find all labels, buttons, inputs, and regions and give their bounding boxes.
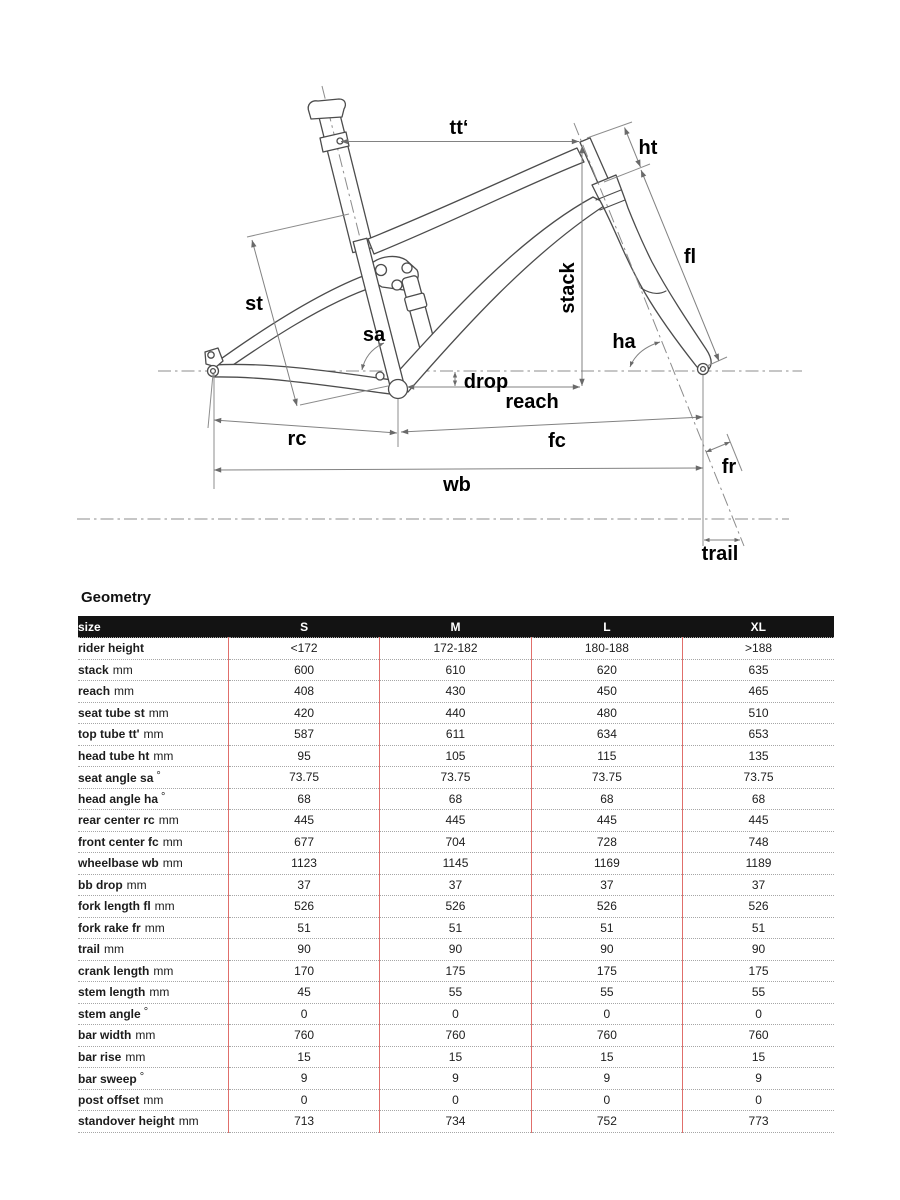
row-value: 773: [683, 1111, 834, 1133]
row-value: 0: [380, 1003, 531, 1025]
table-row: [78, 1089, 834, 1111]
table-row: [78, 745, 834, 767]
row-value: 734: [380, 1111, 531, 1133]
row-value: 0: [683, 1089, 834, 1111]
row-label: head tube ht mm: [78, 745, 228, 767]
row-label: post offset mm: [78, 1089, 228, 1111]
rear-dropout-bolt: [208, 352, 214, 358]
row-value: 445: [380, 810, 531, 832]
row-value: 704: [380, 831, 531, 853]
row-label: standover height mm: [78, 1111, 228, 1133]
row-value: 677: [228, 831, 379, 853]
table-row: [78, 1111, 834, 1133]
table-row: [78, 1025, 834, 1047]
row-value: 1189: [683, 853, 834, 875]
row-value: 0: [531, 1089, 682, 1111]
row-value: 51: [380, 917, 531, 939]
row-label: bar width mm: [78, 1025, 228, 1047]
row-value: 73.75: [380, 767, 531, 789]
row-value: 15: [380, 1046, 531, 1068]
table-row: [78, 788, 834, 810]
table-row: [78, 659, 834, 681]
col-header-m: M: [380, 616, 531, 638]
row-value: 15: [531, 1046, 682, 1068]
row-label: fork rake fr mm: [78, 917, 228, 939]
rear-axle-extension: [208, 374, 213, 428]
row-value: 465: [683, 681, 834, 703]
bottom-bracket: [389, 380, 408, 399]
row-value: 45: [228, 982, 379, 1004]
row-value: 51: [228, 917, 379, 939]
label-reach: reach: [505, 391, 559, 413]
row-value: 430: [380, 681, 531, 703]
table-row: [78, 1068, 834, 1090]
row-value: 90: [683, 939, 834, 961]
row-value: 748: [683, 831, 834, 853]
row-value: 620: [531, 659, 682, 681]
row-value: 752: [531, 1111, 682, 1133]
row-value: 445: [228, 810, 379, 832]
seatstay: [211, 273, 376, 376]
rocker-pivot: [376, 265, 387, 276]
label-front-center: fc: [548, 430, 566, 452]
row-value: 90: [228, 939, 379, 961]
geometry-section: [78, 589, 834, 1133]
row-label: bar sweep °: [78, 1068, 228, 1090]
row-label: stack mm: [78, 659, 228, 681]
bike-geometry-diagram: [0, 0, 900, 578]
row-value: 445: [683, 810, 834, 832]
label-seat-tube: st: [245, 293, 263, 315]
row-value: 55: [380, 982, 531, 1004]
row-value: 611: [380, 724, 531, 746]
row-value: 1169: [531, 853, 682, 875]
row-value: 170: [228, 960, 379, 982]
st-extension-top: [247, 214, 349, 237]
row-value: 480: [531, 702, 682, 724]
row-value: 1145: [380, 853, 531, 875]
dimension-labels: [245, 117, 738, 565]
row-label: top tube tt' mm: [78, 724, 228, 746]
chainstay-pivot: [376, 372, 384, 380]
header-row: [78, 616, 834, 638]
row-value: 68: [228, 788, 379, 810]
table-row: [78, 896, 834, 918]
row-value: 760: [683, 1025, 834, 1047]
row-value: 440: [380, 702, 531, 724]
table-row: [78, 681, 834, 703]
row-value: 600: [228, 659, 379, 681]
col-header-l: L: [531, 616, 682, 638]
row-value: 408: [228, 681, 379, 703]
geometry-table-body: [78, 638, 834, 1133]
row-value: 526: [380, 896, 531, 918]
col-header-size: size: [78, 616, 228, 638]
table-row: [78, 638, 834, 660]
row-value: 95: [228, 745, 379, 767]
row-label: bar rise mm: [78, 1046, 228, 1068]
table-row: [78, 724, 834, 746]
row-value: 68: [531, 788, 682, 810]
row-value: 526: [531, 896, 682, 918]
row-value: 9: [228, 1068, 379, 1090]
row-value: 180-188: [531, 638, 682, 660]
rocker-pivot: [392, 280, 402, 290]
label-top-tube: tt‘: [449, 117, 469, 139]
row-value: 175: [531, 960, 682, 982]
st-extension-bottom: [300, 386, 388, 405]
ht-extension-bottom: [604, 164, 650, 182]
table-row: [78, 853, 834, 875]
row-label: bb drop mm: [78, 874, 228, 896]
rear-axle-hole: [211, 369, 216, 374]
row-value: 450: [531, 681, 682, 703]
label-rear-center: rc: [287, 428, 307, 450]
row-value: 760: [380, 1025, 531, 1047]
table-row: [78, 767, 834, 789]
row-value: <172: [228, 638, 379, 660]
row-label: seat angle sa °: [78, 767, 228, 789]
row-value: 175: [683, 960, 834, 982]
row-label: fork length fl mm: [78, 896, 228, 918]
row-value: 635: [683, 659, 834, 681]
row-value: 68: [683, 788, 834, 810]
row-value: 37: [683, 874, 834, 896]
geometry-drawing-svg: [0, 0, 900, 578]
col-header-xl: XL: [683, 616, 834, 638]
row-value: 526: [683, 896, 834, 918]
chainstay: [213, 364, 392, 394]
rear-dropout-plate: [205, 348, 223, 367]
row-value: 0: [531, 1003, 682, 1025]
row-value: 760: [531, 1025, 682, 1047]
row-value: 713: [228, 1111, 379, 1133]
label-stack: stack: [557, 262, 579, 314]
section-title: Geometry: [81, 589, 152, 606]
row-value: 526: [228, 896, 379, 918]
row-value: 9: [380, 1068, 531, 1090]
reference-centerlines: [77, 371, 802, 519]
row-value: 510: [683, 702, 834, 724]
row-value: 51: [683, 917, 834, 939]
table-row: [78, 810, 834, 832]
row-value: 760: [228, 1025, 379, 1047]
row-label: seat tube st mm: [78, 702, 228, 724]
row-value: 0: [380, 1089, 531, 1111]
row-value: 37: [228, 874, 379, 896]
row-value: 51: [531, 917, 682, 939]
row-value: 9: [531, 1068, 682, 1090]
row-label: front center fc mm: [78, 831, 228, 853]
table-row: [78, 702, 834, 724]
label-wheelbase: wb: [443, 474, 471, 496]
row-label: rear center rc mm: [78, 810, 228, 832]
row-value: 73.75: [228, 767, 379, 789]
label-head-tube: ht: [638, 137, 658, 159]
label-bb-drop: drop: [463, 371, 509, 393]
row-value: 15: [683, 1046, 834, 1068]
label-fork-rake: fr: [721, 456, 737, 478]
row-value: 73.75: [531, 767, 682, 789]
rocker-pivot: [402, 263, 412, 273]
row-value: 55: [683, 982, 834, 1004]
fork: [592, 175, 711, 370]
table-row: [78, 831, 834, 853]
row-label: stem length mm: [78, 982, 228, 1004]
row-value: 37: [380, 874, 531, 896]
geometry-table: [78, 616, 834, 1133]
row-value: 0: [683, 1003, 834, 1025]
row-value: 0: [228, 1003, 379, 1025]
label-fork-length: fl: [683, 246, 697, 268]
table-row: [78, 874, 834, 896]
row-value: 1123: [228, 853, 379, 875]
row-label: reach mm: [78, 681, 228, 703]
row-value: 90: [531, 939, 682, 961]
row-value: 90: [380, 939, 531, 961]
row-value: 728: [531, 831, 682, 853]
row-value: 115: [531, 745, 682, 767]
row-value: 73.75: [683, 767, 834, 789]
table-row: [78, 982, 834, 1004]
dimension-lines: [208, 122, 742, 546]
row-value: 610: [380, 659, 531, 681]
row-value: 634: [531, 724, 682, 746]
label-seat-angle: sa: [362, 324, 386, 346]
row-value: 55: [531, 982, 682, 1004]
row-value: 0: [228, 1089, 379, 1111]
row-value: 105: [380, 745, 531, 767]
row-value: 653: [683, 724, 834, 746]
row-value: 445: [531, 810, 682, 832]
row-value: 15: [228, 1046, 379, 1068]
row-value: 135: [683, 745, 834, 767]
table-row: [78, 917, 834, 939]
row-value: 175: [380, 960, 531, 982]
row-label: head angle ha °: [78, 788, 228, 810]
label-head-angle: ha: [612, 331, 636, 353]
col-header-s: S: [228, 616, 379, 638]
geometry-table-header: [78, 616, 834, 638]
label-trail: trail: [701, 543, 739, 565]
row-value: 9: [683, 1068, 834, 1090]
row-label: rider height: [78, 638, 228, 660]
row-value: 37: [531, 874, 682, 896]
row-label: wheelbase wb mm: [78, 853, 228, 875]
table-row: [78, 939, 834, 961]
front-axle-hole: [701, 367, 706, 372]
saddle-clamp-head: [308, 99, 345, 119]
table-row: [78, 1003, 834, 1025]
wb-dimension: [214, 468, 703, 470]
row-value: 587: [228, 724, 379, 746]
row-label: stem angle °: [78, 1003, 228, 1025]
table-row: [78, 1046, 834, 1068]
table-row: [78, 960, 834, 982]
row-value: 172-182: [380, 638, 531, 660]
fr-dimension: [706, 442, 730, 452]
row-value: >188: [683, 638, 834, 660]
row-value: 420: [228, 702, 379, 724]
row-label: trail mm: [78, 939, 228, 961]
row-value: 68: [380, 788, 531, 810]
row-label: crank length mm: [78, 960, 228, 982]
